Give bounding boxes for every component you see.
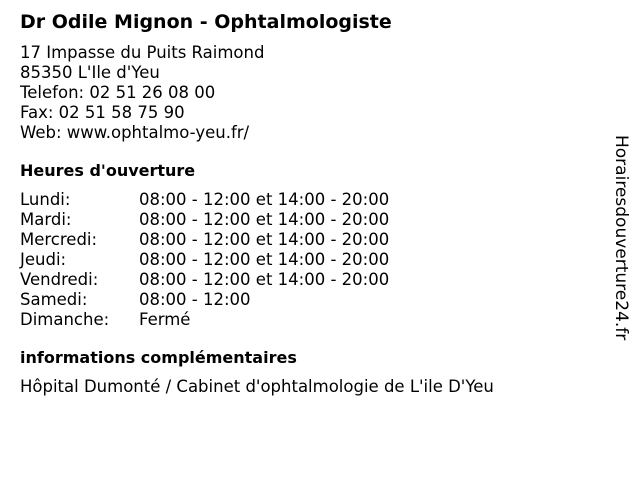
- street-address: 17 Impasse du Puits Raimond: [20, 43, 265, 62]
- day-label: Jeudi:: [20, 250, 67, 269]
- day-label: Dimanche:: [20, 310, 110, 329]
- time-value: 08:00 - 12:00 et 14:00 - 20:00: [139, 270, 390, 289]
- hours-row-tuesday: [20, 210, 520, 230]
- hours-row-thursday: [20, 250, 520, 270]
- day-label: Samedi:: [20, 290, 88, 309]
- side-brand-label: Horairesdouverture24.fr: [611, 135, 631, 341]
- day-label: Lundi:: [20, 190, 71, 209]
- day-label: Vendredi:: [20, 270, 99, 289]
- phone-number: Telefon: 02 51 26 08 00: [20, 83, 216, 102]
- listing-card: [20, 10, 520, 397]
- page-title: Dr Odile Mignon - Ophtalmologiste: [20, 11, 392, 33]
- hours-row-saturday: [20, 290, 520, 310]
- additional-info-text: Hôpital Dumonté / Cabinet d'ophtalmologie de L'ile D'Yeu: [20, 377, 494, 396]
- hours-row-wednesday: [20, 230, 520, 250]
- city-address: 85350 L'Ile d'Yeu: [20, 63, 160, 82]
- opening-hours-table: [20, 190, 520, 330]
- opening-hours-heading: Heures d'ouverture: [20, 161, 196, 180]
- time-value: 08:00 - 12:00: [139, 290, 251, 309]
- hours-row-monday: [20, 190, 520, 210]
- hours-row-sunday: [20, 310, 520, 330]
- additional-info-heading: informations complémentaires: [20, 348, 297, 367]
- day-label: Mardi:: [20, 210, 72, 229]
- day-label: Mercredi:: [20, 230, 98, 249]
- time-value: 08:00 - 12:00 et 14:00 - 20:00: [139, 250, 390, 269]
- time-value: Fermé: [139, 310, 191, 329]
- website: Web: www.ophtalmo-yeu.fr/: [20, 123, 250, 142]
- time-value: 08:00 - 12:00 et 14:00 - 20:00: [139, 190, 390, 209]
- time-value: 08:00 - 12:00 et 14:00 - 20:00: [139, 230, 390, 249]
- fax-number: Fax: 02 51 58 75 90: [20, 103, 185, 122]
- hours-row-friday: [20, 270, 520, 290]
- address-block: [20, 43, 520, 143]
- time-value: 08:00 - 12:00 et 14:00 - 20:00: [139, 210, 390, 229]
